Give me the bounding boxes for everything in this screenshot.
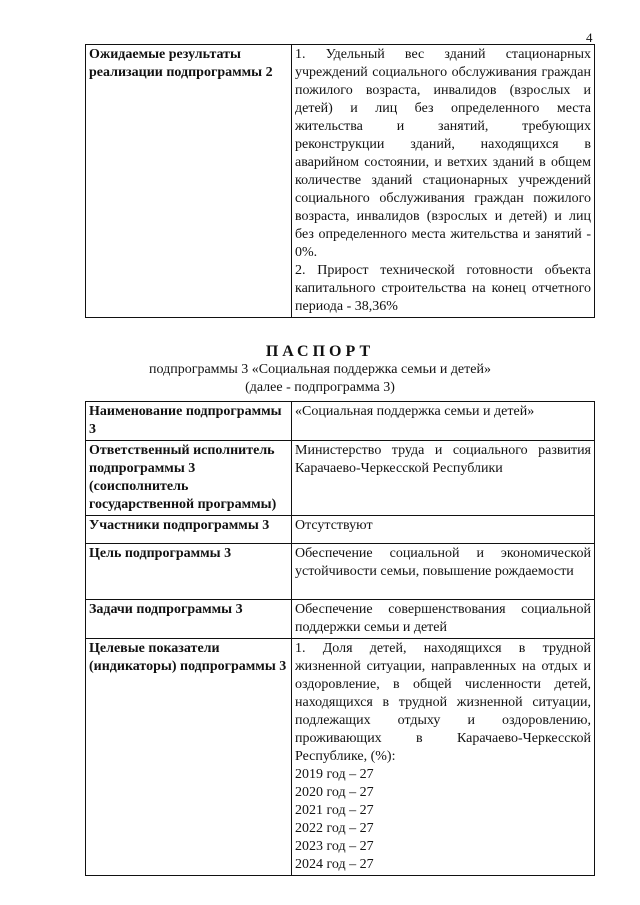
table-row xyxy=(86,402,595,441)
row-value: Отсутствуют xyxy=(292,516,595,544)
table-row xyxy=(86,516,595,544)
indicator-year: 2019 год – 27 xyxy=(295,767,374,782)
table-row xyxy=(86,600,595,639)
row-value: Министерство труда и социального развития Карачаево-Черкесской Республики xyxy=(292,441,595,516)
passport-table xyxy=(85,401,595,876)
result-item: 2. Прирост технической готовности объекта капитального строительства на конец отчетного периода - 38,36% xyxy=(295,263,591,314)
row-label: Ответственный исполнитель подпрограммы 3 (соисполнитель государственной программы) xyxy=(86,441,292,516)
passport-heading xyxy=(0,342,640,397)
indicator-text: 1. Доля детей, находящихся в трудной жизненной ситуации, направленных на отдых и оздоровление, в общей численности детей, находящихся в трудной жизненной ситуации, подлежащих отдыху и оздоровлению, проживающих в Карачаево-Черкесской Республике, (%): xyxy=(295,641,591,764)
row-value: Обеспечение совершенствования социальной поддержки семьи и детей xyxy=(292,600,595,639)
table-row xyxy=(86,45,595,318)
row-label: Ожидаемые результаты реализации подпрограммы 2 xyxy=(86,45,292,318)
row-value: «Социальная поддержка семьи и детей» xyxy=(292,402,595,441)
indicator-year: 2023 год – 27 xyxy=(295,839,374,854)
row-value xyxy=(292,639,595,876)
passport-subtitle-note: (далее - подпрограмма 3) xyxy=(245,380,395,395)
passport-subtitle: подпрограммы 3 «Социальная поддержка семьи и детей» xyxy=(149,362,491,377)
result-item: 1. Удельный вес зданий стационарных учреждений социального обслуживания граждан пожилого возраста, инвалидов (взрослых и детей) и лиц без определенного места жительства и занятий, требующих реконструкции зданий, находящихся в аварийном состоянии, и ветхих зданий в общем количестве зданий стационарных учреждений социального обслуживания граждан пожилого возраста, инвалидов (взрослых и детей) и лиц без определенного места жительства и занятий - 0%. xyxy=(295,47,591,260)
indicator-year: 2020 год – 27 xyxy=(295,785,374,800)
row-label: Наименование подпрограммы 3 xyxy=(86,402,292,441)
row-label: Целевые показатели (индикаторы) подпрограммы 3 xyxy=(86,639,292,876)
table-row xyxy=(86,441,595,516)
results-table xyxy=(85,44,595,318)
indicator-year: 2021 год – 27 xyxy=(295,803,374,818)
row-value: Обеспечение социальной и экономической устойчивости семьи, повышение рождаемости xyxy=(292,544,595,600)
page-number: 4 xyxy=(586,30,593,45)
passport-title: ПАСПОРТ xyxy=(265,343,375,360)
row-label: Участники подпрограммы 3 xyxy=(86,516,292,544)
table-row xyxy=(86,544,595,600)
row-value xyxy=(292,45,595,318)
indicator-year: 2024 год – 27 xyxy=(295,857,374,872)
row-label: Цель подпрограммы 3 xyxy=(86,544,292,600)
indicator-year: 2022 год – 27 xyxy=(295,821,374,836)
table-row xyxy=(86,639,595,876)
row-label: Задачи подпрограммы 3 xyxy=(86,600,292,639)
